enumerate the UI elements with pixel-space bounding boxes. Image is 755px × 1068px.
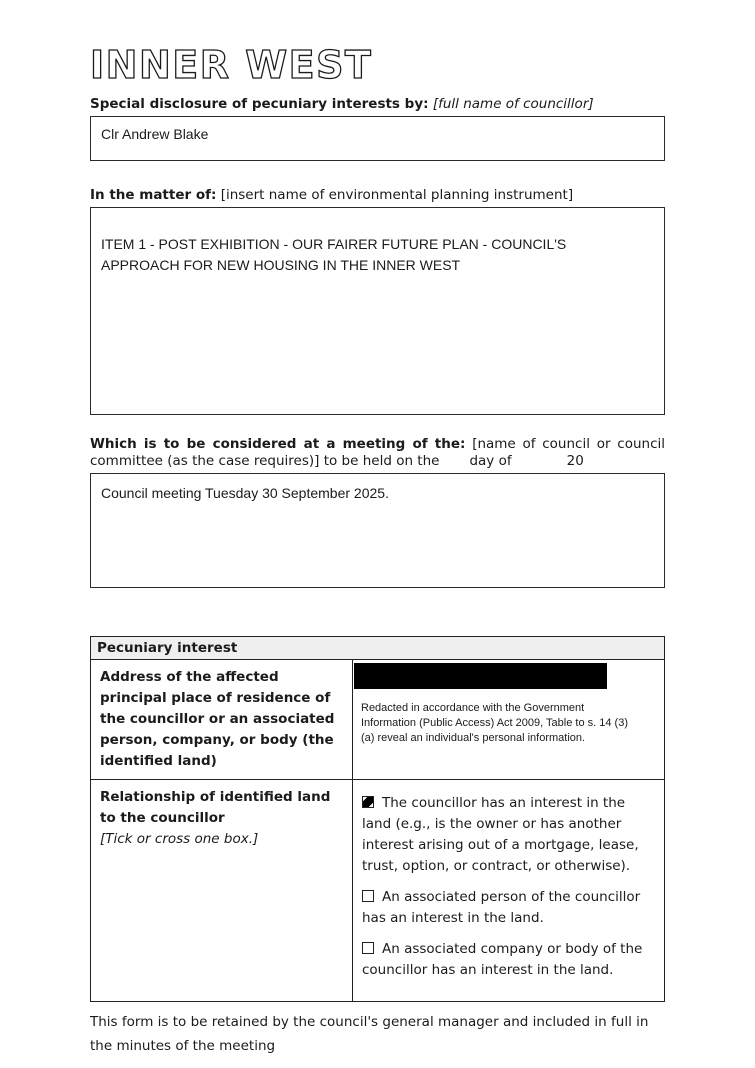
address-row <box>91 660 664 780</box>
relationship-label-text: Relationship of identified land to the councillor <box>100 789 331 826</box>
relationship-options <box>353 780 664 1001</box>
meeting-label-bold: Which is to be considered at a meeting of the: <box>90 436 466 452</box>
address-row-value-cell <box>353 660 664 779</box>
disclosure-by-label-bold: Special disclosure of pecuniary interests by: <box>90 96 429 112</box>
checkbox-icon[interactable] <box>362 942 374 954</box>
matter-label-bold: In the matter of: <box>90 187 217 203</box>
meeting-value: Council meeting Tuesday 30 September 2025. <box>101 485 389 501</box>
checkbox-option-associated-person[interactable] <box>362 887 654 929</box>
checkbox-option-associated-company[interactable] <box>362 939 654 981</box>
section-disclosure-by <box>90 96 665 161</box>
matter-label <box>90 187 665 204</box>
section-meeting <box>90 436 665 588</box>
meeting-label <box>90 436 665 470</box>
relationship-label-hint: [Tick or cross one box.] <box>100 831 259 847</box>
svg-text:INNER WEST: INNER WEST <box>90 44 373 86</box>
table-header-pecuniary-interest: Pecuniary interest <box>91 637 664 660</box>
meeting-year-prefix: 20 <box>566 453 584 469</box>
redaction-bar <box>354 663 607 689</box>
relationship-row-label <box>91 780 353 1001</box>
disclosure-by-label <box>90 96 665 113</box>
section-matter <box>90 187 665 415</box>
inner-west-logo-icon <box>90 44 390 86</box>
meeting-field[interactable] <box>90 473 665 588</box>
checkbox-icon[interactable] <box>362 890 374 902</box>
pecuniary-interest-table <box>90 636 665 1002</box>
inner-west-logo <box>90 44 665 86</box>
councillor-name-field[interactable] <box>90 116 665 161</box>
retention-note: This form is to be retained by the council's general manager and included in full in the minutes of the meeting <box>90 1014 649 1054</box>
matter-field[interactable] <box>90 207 665 415</box>
disclosure-by-hint: [full name of councillor] <box>432 96 594 112</box>
relationship-row <box>91 780 664 1001</box>
address-row-label: Address of the affected principal place of residence of the councillor or an associated person, company, or body (the identified land) <box>91 660 353 779</box>
matter-value: ITEM 1 - POST EXHIBITION - OUR FAIRER FUTURE PLAN - COUNCIL'S APPROACH FOR NEW HOUSING IN THE INNER WEST <box>101 236 567 273</box>
meeting-hint: [name of council or council committee (as the case requires)] to be held on the <box>90 436 666 469</box>
option-text: An associated company or body of the councillor has an interest in the land. <box>362 941 643 978</box>
option-text: An associated person of the councillor has an interest in the land. <box>362 889 641 926</box>
checkbox-option-councillor-interest[interactable] <box>362 793 654 877</box>
checkbox-icon[interactable] <box>362 796 374 808</box>
option-text: The councillor has an interest in the land (e.g., is the owner or has another interest arising out of a mortgage, lease, trust, option, or contract, or otherwise). <box>362 795 639 874</box>
councillor-name-value: Clr Andrew Blake <box>101 126 209 142</box>
redaction-note: Redacted in accordance with the Government Information (Public Access) Act 2009, Table to s. 14 (3) (a) reveal an individual's personal information. <box>361 702 628 744</box>
matter-hint: [insert name of environmental planning instrument] <box>220 187 574 203</box>
meeting-day-of: day of <box>469 453 512 469</box>
